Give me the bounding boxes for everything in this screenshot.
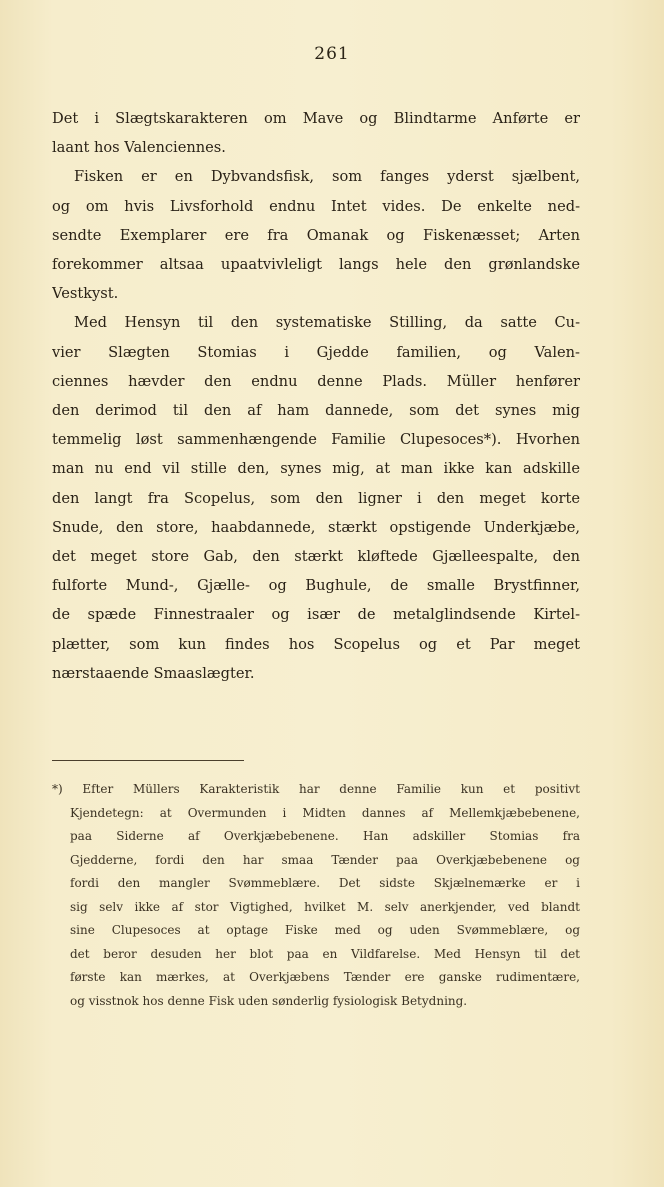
- footnote-line: *) Efter Müllers Karakteristik har denne Familie kun et positivt: [52, 782, 580, 796]
- text-line: Med Hensyn til den systematiske Stilling, da satte Cu-: [74, 314, 580, 332]
- text-line: vier Slægten Stomias i Gjedde familien, og Valen-: [52, 343, 580, 361]
- text-line: fulforte Mund-, Gjælle- og Bughule, de smalle Brystfinner,: [52, 577, 580, 595]
- footnote-line: Gjedderne, fordi den har smaa Tænder paa Overkjæbebenene og: [70, 852, 580, 867]
- text-line: Det i Slægtskarakteren om Mave og Blindtarme Anførte er: [52, 110, 580, 127]
- text-line: de spæde Finnestraaler og især de metalglindsende Kirtel-: [52, 606, 580, 624]
- text-line: sendte Exemplarer ere fra Omanak og Fiskenæsset; Arten: [52, 226, 580, 244]
- page-number: 261: [314, 44, 350, 64]
- text-line: nærstaaende Smaaslægter.: [52, 664, 255, 682]
- footnote-line: første kan mærkes, at Overkjæbens Tænder ere ganske rudimentære,: [70, 970, 580, 984]
- footnote-divider: [52, 760, 244, 761]
- body-text: [52, 104, 580, 688]
- footnote-line: det beror desuden her blot paa en Vildfarelse. Med Hensyn til det: [70, 946, 580, 961]
- text-line: Fisken er en Dybvandsfisk, som fanges yderst sjælbent,: [74, 168, 580, 186]
- footnote-line: fordi den mangler Svømmeblære. Det sidste Skjælnemærke er i: [70, 876, 580, 890]
- text-line: Snude, den store, haabdannede, stærkt opstigende Underkjæbe,: [52, 518, 580, 536]
- text-line: og om hvis Livsforhold endnu Intet vides. De enkelte ned-: [52, 197, 580, 215]
- text-line: den derimod til den af ham dannede, som det synes mig: [52, 402, 580, 420]
- footnote-line: Kjendetegn: at Overmunden i Midten dannes af Mellemkjæbebenene,: [70, 805, 580, 820]
- footnote: [52, 778, 580, 1013]
- text-line: den langt fra Scopelus, som den ligner i den meget korte: [52, 489, 580, 507]
- footnote-line: sine Clupesoces at optage Fiske med og uden Svømmeblære, og: [70, 923, 580, 937]
- text-line: ciennes hævder den endnu denne Plads. Müller henfører: [52, 372, 580, 390]
- footnote-line: paa Siderne af Overkjæbebenene. Han adskiller Stomias fra: [70, 829, 580, 843]
- text-line: det meget store Gab, den stærkt kløftede Gjælleespalte, den: [52, 548, 580, 566]
- text-line: temmelig løst sammenhængende Familie Clupesoces*). Hvorhen: [52, 431, 580, 449]
- text-line: forekommer altsaa upaatvivleligt langs hele den grønlandske: [52, 256, 580, 274]
- footnote-line: sig selv ikke af stor Vigtighed, hvilket M. selv anerkjender, ved blandt: [70, 899, 580, 914]
- text-line: Vestkyst.: [52, 285, 119, 303]
- text-line: plætter, som kun findes hos Scopelus og et Par meget: [52, 635, 580, 653]
- text-line: laant hos Valenciennes.: [52, 139, 226, 157]
- footnote-line: og visstnok hos denne Fisk uden sønderlig fysiologisk Betydning.: [70, 993, 468, 1008]
- text-line: man nu end vil stille den, synes mig, at man ikke kan adskille: [52, 460, 580, 478]
